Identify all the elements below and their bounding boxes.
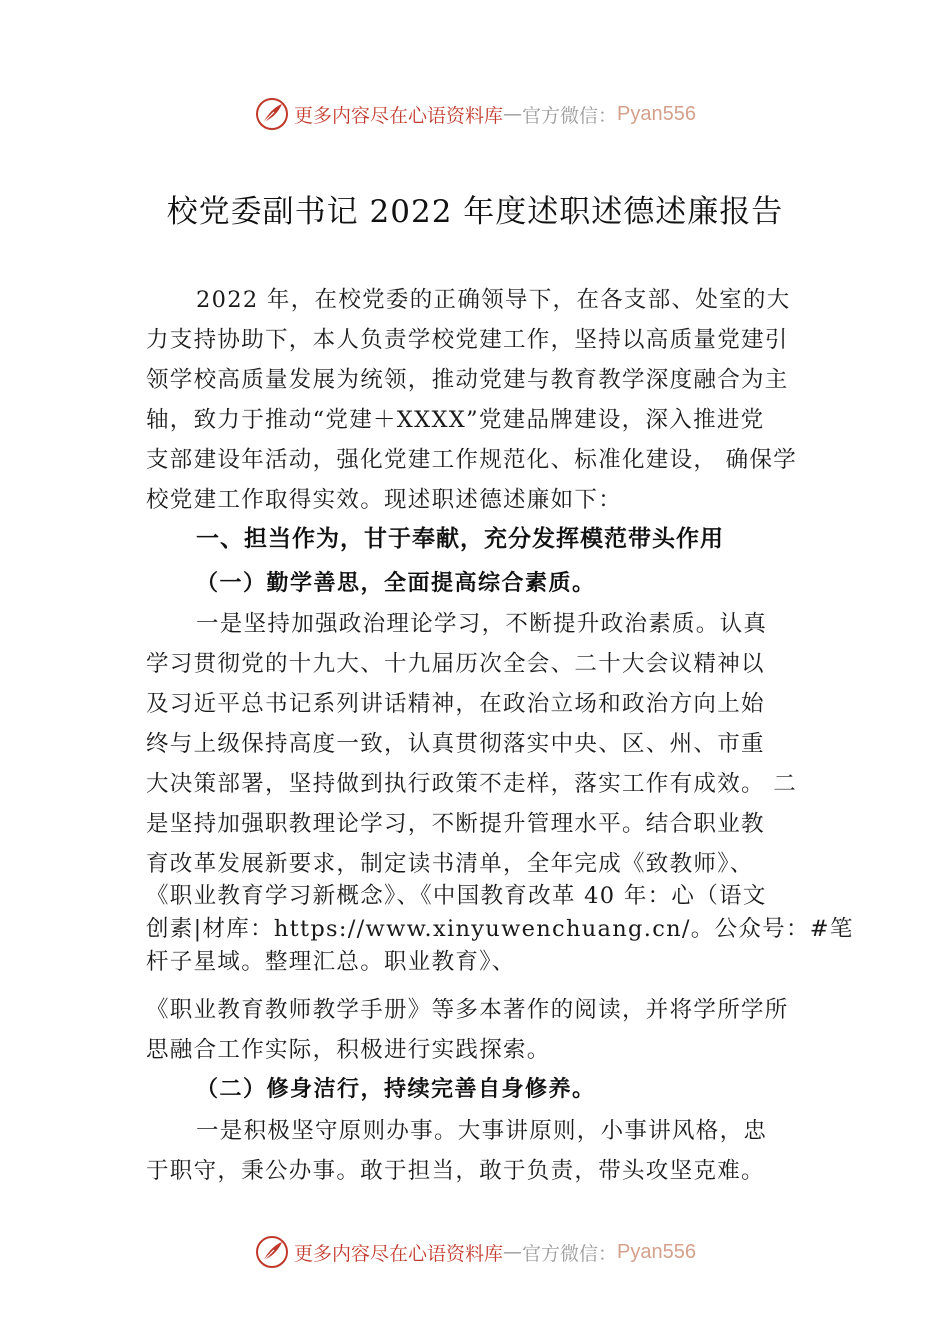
text-line: 校党建工作取得实效。现述职述德述廉如下：: [146, 487, 623, 513]
text-line: 终与上级保持高度一致，认真贯彻落实中央、区、州、市重: [146, 731, 765, 757]
body-paragraph-1: [146, 604, 836, 884]
text-line: 杆子星域。整理汇总。职业教育》、: [146, 949, 516, 975]
document-title: 校党委副书记 2022 年度述职述德述廉报告: [166, 194, 784, 230]
banner-text: 更多内容尽在心语资料库: [294, 1242, 504, 1265]
text-line: 《职业教育教师教学手册》等多本著作的阅读，并将学所学所: [146, 997, 789, 1023]
text-line: 一是坚持加强政治理论学习，不断提升政治素质。认真: [196, 611, 768, 637]
banner-dash: —: [503, 103, 523, 125]
text-line: 领学校高质量发展为统领，推动党建与教育教学深度融合为主: [146, 367, 789, 393]
text-line: 于职守，秉公办事。敢于担当，敢于负责，带头攻坚克难。: [146, 1158, 765, 1184]
body-paragraph-3: [146, 990, 836, 1070]
text-line: 创素|材库：https://www.xinyuwenchuang.cn/。公众号：#笔: [146, 916, 854, 942]
body-paragraph-4: [146, 1111, 836, 1191]
text-line: 力支持协助下，本人负责学校党建工作，坚持以高质量党建引: [146, 327, 789, 353]
banner-wechat-id: Pyan556: [617, 1240, 696, 1263]
text-line: 及习近平总书记系列讲话精神，在政治立场和政治方向上始: [146, 691, 765, 717]
text-line: 《职业教育学习新概念》、《中国教育改革 40 年：心（语文: [146, 883, 767, 909]
banner-wechat-label: 官方微信：: [522, 1242, 618, 1265]
feather-pen-logo-icon: [254, 96, 290, 132]
text-line: 支部建设年活动，强化党建工作规范化、标准化建设， 确保学: [146, 447, 798, 473]
section-heading-1: 一、担当作为，甘于奉献，充分发挥模范带头作用: [196, 526, 724, 552]
text-line: 思融合工作实际，积极进行实践探索。: [146, 1037, 551, 1063]
banner-wechat-label: 官方微信：: [522, 104, 618, 127]
footer-watermark-banner: [0, 1232, 950, 1272]
body-paragraph-2: [146, 880, 854, 979]
banner-wechat-id: Pyan556: [617, 102, 696, 125]
banner-dash: —: [503, 1241, 523, 1263]
text-line: 2022 年，在校党委的正确领导下，在各支部、处室的大: [196, 287, 791, 313]
text-line: 大决策部署，坚持做到执行政策不走样，落实工作有成效。 二: [146, 771, 798, 797]
text-line: 育改革发展新要求，制定读书清单，全年完成《致教师》、: [146, 851, 754, 877]
text-line: 一是积极坚守原则办事。大事讲原则，小事讲风格，忠: [196, 1118, 768, 1144]
subsection-heading-1: （一）勤学善思，全面提高综合素质。: [196, 570, 596, 596]
feather-pen-logo-icon: [254, 1234, 290, 1270]
intro-paragraph: [146, 280, 836, 520]
subsection-heading-2: （二）修身洁行，持续完善自身修养。: [196, 1076, 596, 1102]
text-line: 学习贯彻党的十九大、十九届历次全会、二十大会议精神以: [146, 651, 765, 677]
banner-text: 更多内容尽在心语资料库: [294, 104, 504, 127]
text-line: 是坚持加强职教理论学习，不断提升管理水平。结合职业教: [146, 811, 765, 837]
text-line: 轴，致力于推动“党建＋XXXX”党建品牌建设，深入推进党: [146, 407, 765, 433]
header-watermark-banner: [0, 94, 950, 134]
